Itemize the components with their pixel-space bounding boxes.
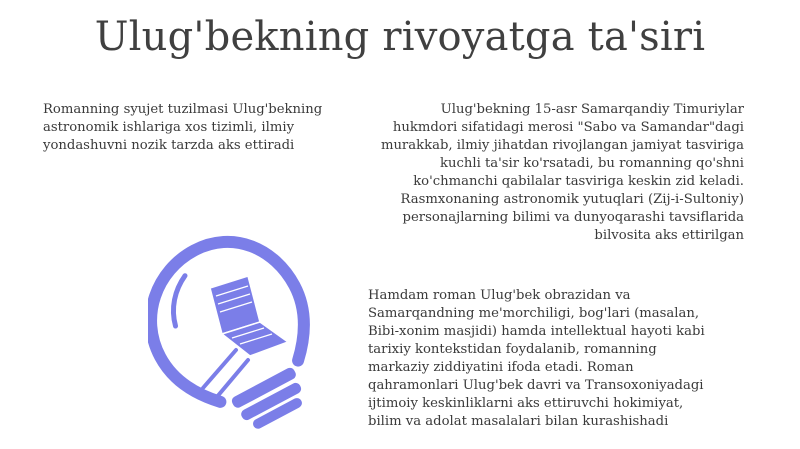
page-title: Ulug'bekning rivoyatga ta'siri xyxy=(94,14,706,60)
paragraph-context: Hamdam roman Ulug'bek obrazidan va Samarqandning me'morchiligi, bog'lari (masalan, Bibi-xonim masjidi) hamda intellektual hayoti kabi tarixiy kontekstidan foydalanib, romanning markaziy ziddiyatini ifoda etadi. Roman qahramonlari Ulug'bek davri va Transoxoniyadagi ijtimoiy keskinliklarni aks ettiruvchi hokimiyat, bilim va adolat masalalari bilan kurashishadi xyxy=(368,288,705,429)
paragraph-legacy: Ulug'bekning 15-asr Samarqandiy Timuriylar hukmdori sifatidagi merosi "Sabo va Samandar"dagi murakkab, ilmiy jihatdan rivojlangan jamiyat tasviriga kuchli ta'sir ko'rsatadi, bu romanning qo'shni ko'chmanchi qabilalar tasviriga keskin zid keladi. Rasmxonaning astronomik yutuqlari (Zij-i-Sultoniy) personajlarning bilimi va dunyoqarashi tavsiflarida bilvosita aks ettirilgan xyxy=(380,102,744,243)
lightbulb-book-icon xyxy=(148,230,316,440)
paragraph-structure: Romanning syujet tuzilmasi Ulug'bekning astronomik ishlariga xos tizimli, ilmiy yondashuvni nozik tarzda aks ettiradi xyxy=(43,102,323,153)
